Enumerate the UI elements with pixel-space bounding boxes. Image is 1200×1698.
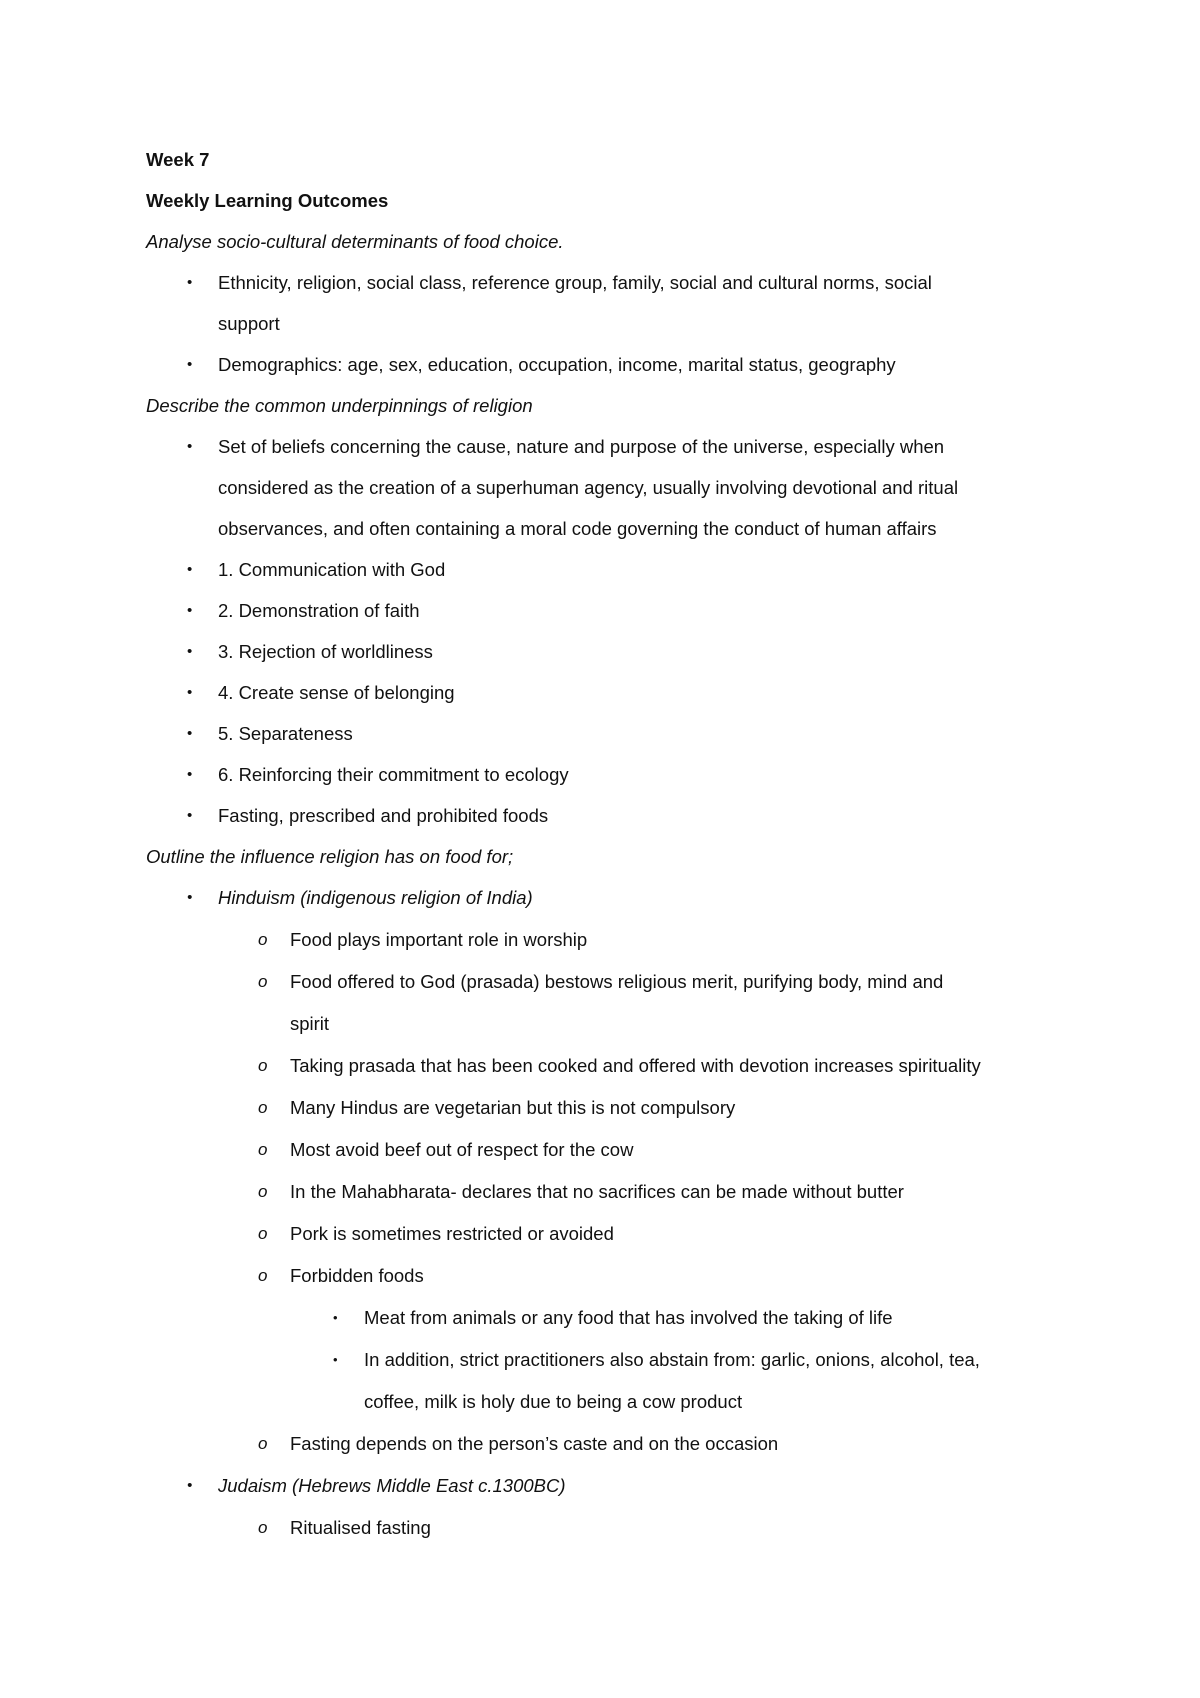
section-heading: Describe the common underpinnings of religion	[146, 395, 533, 416]
sub-bullet-icon: o	[258, 1056, 268, 1075]
bullet-icon: •	[187, 684, 193, 701]
list-item-religion: Hinduism (indigenous religion of India)	[218, 887, 533, 908]
sub-list-item: Pork is sometimes restricted or avoided	[290, 1223, 614, 1244]
sub-list-item-continuation: spirit	[290, 1013, 330, 1034]
bullet-icon: •	[187, 602, 193, 619]
subheading: Weekly Learning Outcomes	[146, 190, 389, 211]
sub-bullet-icon: o	[258, 1518, 268, 1537]
list-item: Demographics: age, sex, education, occupation, income, marital status, geography	[218, 354, 896, 375]
sub-list-item: Many Hindus are vegetarian but this is not compulsory	[290, 1097, 736, 1118]
list-item: 6. Reinforcing their commitment to ecology	[218, 764, 569, 785]
sub-sub-list-item-continuation: coffee, milk is holy due to being a cow product	[364, 1391, 743, 1412]
bullet-icon: •	[187, 766, 193, 783]
heading: Week 7	[146, 149, 210, 170]
section-heading: Analyse socio-cultural determinants of food choice.	[146, 231, 564, 252]
bullet-icon: •	[187, 643, 193, 660]
sub-list-item: Food plays important role in worship	[290, 929, 588, 950]
sub-bullet-icon: o	[258, 972, 268, 991]
sub-list-item: Ritualised fasting	[290, 1517, 431, 1538]
sub-sub-list-item: In addition, strict practitioners also abstain from: garlic, onions, alcohol, tea,	[364, 1349, 980, 1370]
list-item: 4. Create sense of belonging	[218, 682, 455, 703]
list-item: 2. Demonstration of faith	[218, 600, 420, 621]
sub-list-item: Forbidden foods	[290, 1265, 424, 1286]
sub-bullet-icon: o	[258, 930, 268, 949]
sub-list-item: Fasting depends on the person’s caste and on the occasion	[290, 1433, 779, 1454]
bullet-icon: •	[187, 356, 193, 373]
sub-bullet-icon: o	[258, 1182, 268, 1201]
list-item: 5. Separateness	[218, 723, 353, 744]
bullet-icon: •	[187, 1477, 193, 1494]
sub-bullet-icon: o	[258, 1098, 268, 1117]
sub-bullet-icon: o	[258, 1140, 268, 1159]
list-item-continuation: considered as the creation of a superhuman agency, usually involving devotional and ritual	[218, 477, 959, 498]
bullet-icon: •	[187, 274, 193, 291]
bullet-icon: •	[187, 807, 193, 824]
sub-sub-bullet-icon: •	[333, 1352, 338, 1367]
sub-list-item: In the Mahabharata- declares that no sacrifices can be made without butter	[290, 1181, 904, 1202]
bullet-icon: •	[187, 438, 193, 455]
section-heading: Outline the influence religion has on food for;	[146, 846, 514, 867]
sub-list-item: Food offered to God (prasada) bestows religious merit, purifying body, mind and	[290, 971, 944, 992]
sub-bullet-icon: o	[258, 1434, 268, 1453]
sub-bullet-icon: o	[258, 1266, 268, 1285]
sub-list-item: Taking prasada that has been cooked and offered with devotion increases spirituality	[290, 1055, 981, 1076]
bullet-icon: •	[187, 725, 193, 742]
sub-sub-bullet-icon: •	[333, 1310, 338, 1325]
list-item: 1. Communication with God	[218, 559, 446, 580]
sub-list-item: Most avoid beef out of respect for the cow	[290, 1139, 634, 1160]
list-item-religion: Judaism (Hebrews Middle East c.1300BC)	[218, 1475, 566, 1496]
list-item: Ethnicity, religion, social class, reference group, family, social and cultural norms, social	[218, 272, 932, 293]
list-item-continuation: observances, and often containing a moral code governing the conduct of human affairs	[218, 518, 937, 539]
bullet-icon: •	[187, 561, 193, 578]
list-item-continuation: support	[218, 313, 280, 334]
list-item: Set of beliefs concerning the cause, nature and purpose of the universe, especially when	[218, 436, 945, 457]
list-item: Fasting, prescribed and prohibited foods	[218, 805, 549, 826]
sub-sub-list-item: Meat from animals or any food that has involved the taking of life	[364, 1307, 893, 1328]
sub-bullet-icon: o	[258, 1224, 268, 1243]
list-item: 3. Rejection of worldliness	[218, 641, 433, 662]
bullet-icon: •	[187, 889, 193, 906]
